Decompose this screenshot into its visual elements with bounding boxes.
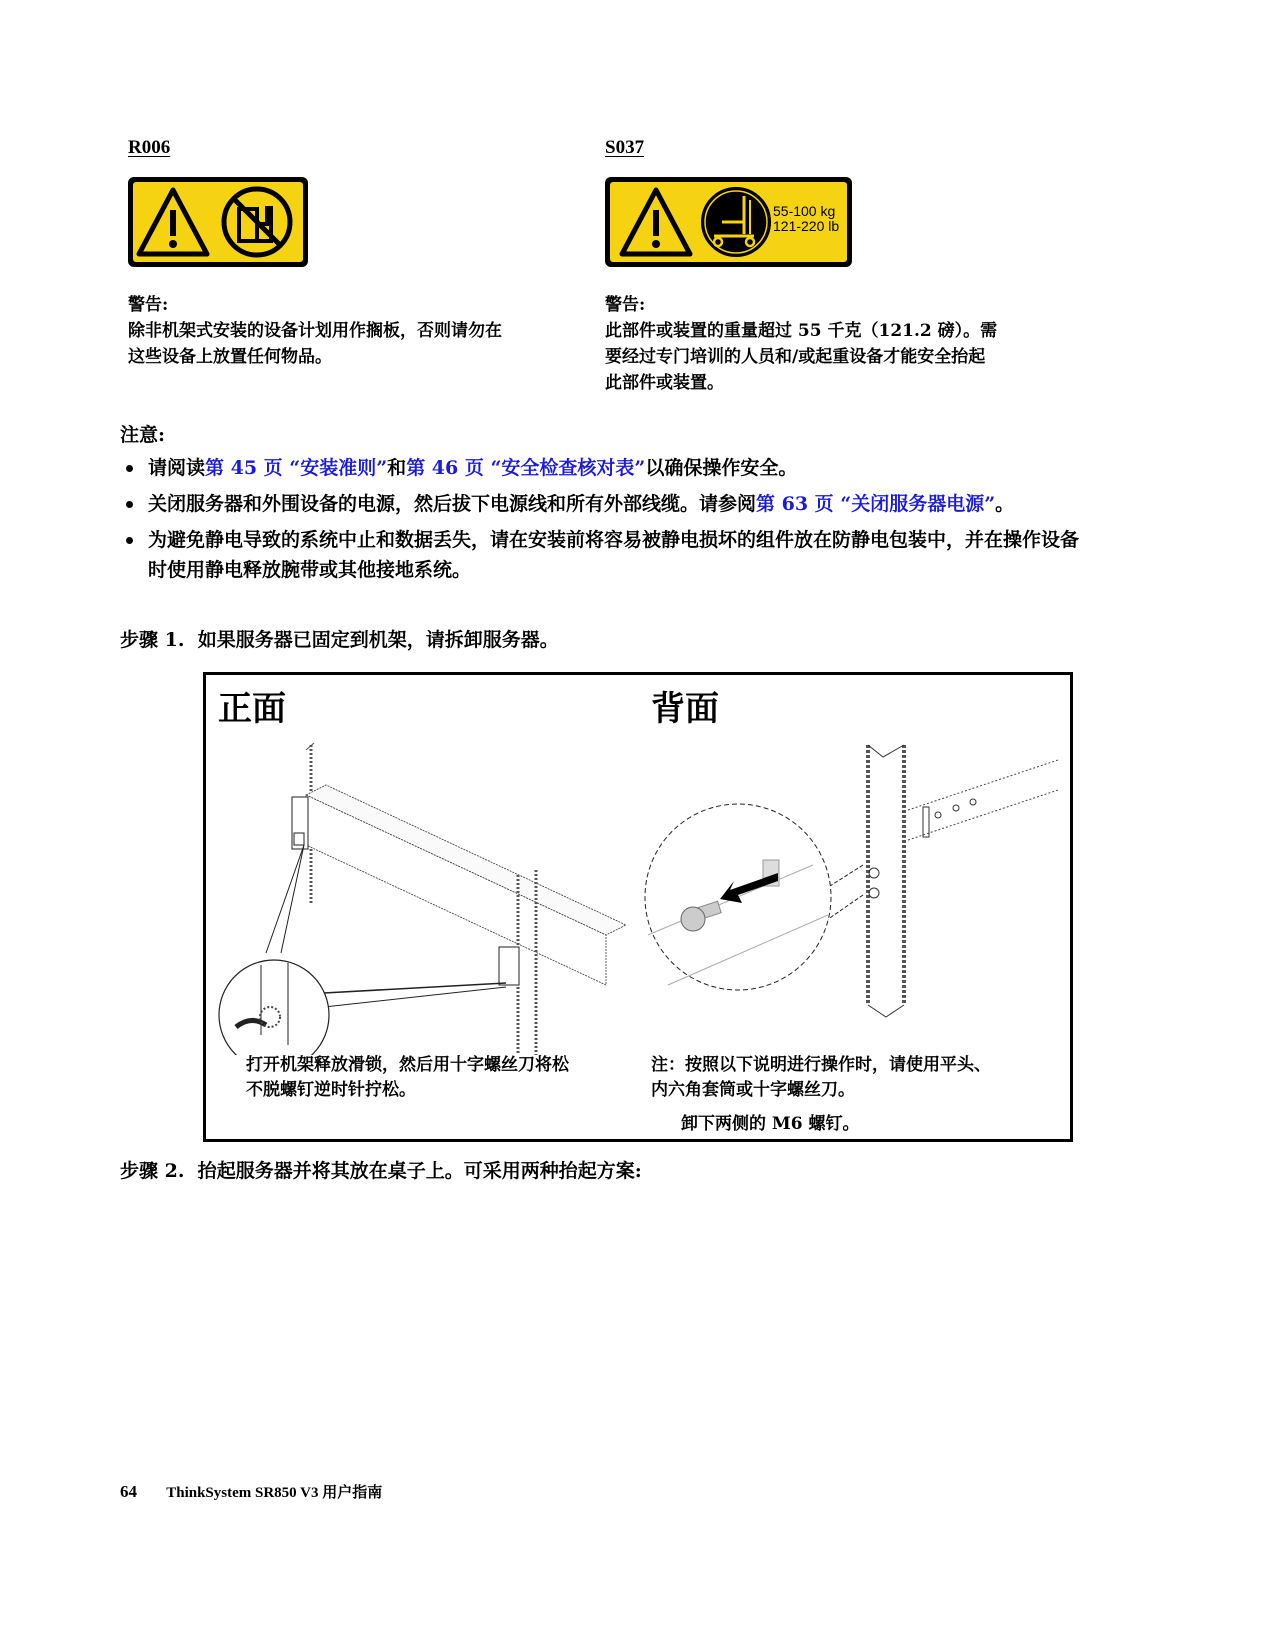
warning-line: 要经过专门培训的人员和/或起重设备才能安全抬起 xyxy=(605,347,986,367)
sign-weight-kg: 55-100 kg xyxy=(773,203,836,219)
text: 。 xyxy=(995,493,1015,515)
screw-icon xyxy=(681,907,705,931)
step-label: 步骤 2. xyxy=(120,1160,185,1182)
bullet-icon xyxy=(126,465,133,472)
removal-figure xyxy=(203,672,1073,1142)
caption-line: 内六角套筒或十字螺丝刀。 xyxy=(651,1080,855,1100)
safety-sign-r006 xyxy=(128,177,308,267)
warning-line: 此部件或装置的重量超过 55 千克（121.2 磅）。需 xyxy=(605,321,998,341)
warning-triangle-icon xyxy=(139,190,207,254)
caption-line: 打开机架释放滑锁，然后用十字螺丝刀将松 xyxy=(246,1055,569,1075)
text: 和 xyxy=(387,457,407,479)
text: 关闭服务器和外围设备的电源，然后拔下电源线和所有外部线缆。请参阅 xyxy=(148,493,757,515)
step-1 xyxy=(120,625,559,652)
link-install-guidelines[interactable]: 第 45 页 “安装准则” xyxy=(205,457,388,479)
link-safety-checklist[interactable]: 第 46 页 “安全检查核对表” xyxy=(406,457,646,479)
front-rack-illustration xyxy=(206,735,636,1055)
list-item xyxy=(120,489,1080,519)
attention-list xyxy=(120,453,1080,591)
caption-line: 不脱螺钉逆时针拧松。 xyxy=(246,1080,416,1100)
front-heading: 正面 xyxy=(218,689,286,729)
text: 为避免静电导致的系统中止和数据丢失，请在安装前将容易被静电损坏的组件放在防静电包装中，并在操作设备时使用静电释放腕带或其他接地系统。 xyxy=(148,529,1080,581)
front-caption xyxy=(246,1053,646,1103)
attention-title: 注意: xyxy=(120,424,166,446)
warning-triangle-icon xyxy=(622,190,690,254)
warning-title: 警告: xyxy=(128,295,169,315)
bullet-icon xyxy=(126,501,133,508)
rear-caption xyxy=(651,1053,1071,1103)
warning-line: 此部件或装置。 xyxy=(605,373,724,393)
safety-sign-s037 xyxy=(605,177,852,267)
warning-title: 警告: xyxy=(605,295,646,315)
no-objects-on-top-icon xyxy=(224,189,290,255)
step-text: 抬起服务器并将其放在桌子上。可采用两种抬起方案: xyxy=(197,1160,642,1182)
text: 请阅读 xyxy=(148,457,206,479)
list-item xyxy=(120,525,1080,585)
label-id-r006: R006 xyxy=(128,137,171,158)
bullet-icon xyxy=(126,537,133,544)
warning-block-r006 xyxy=(128,292,598,370)
text: 以确保操作安全。 xyxy=(645,457,798,479)
rear-heading: 背面 xyxy=(651,689,719,729)
warning-block-s037 xyxy=(605,292,1075,396)
page-number: 64 xyxy=(120,1482,137,1501)
link-power-off-server[interactable]: 第 63 页 “关闭服务器电源” xyxy=(756,493,996,515)
rear-sub-caption: 卸下两侧的 M6 螺钉。 xyxy=(681,1114,860,1134)
step-2 xyxy=(120,1156,642,1183)
rear-rack-illustration xyxy=(638,735,1068,1055)
document-title: ThinkSystem SR850 V3 用户指南 xyxy=(166,1485,383,1501)
warning-line: 除非机架式安装的设备计划用作搁板，否则请勿在 xyxy=(128,321,502,341)
caption-line: 注：按照以下说明进行操作时，请使用平头、 xyxy=(651,1055,991,1075)
label-id-s037: S037 xyxy=(605,137,645,158)
warning-line: 这些设备上放置任何物品。 xyxy=(128,347,332,367)
page-footer xyxy=(120,1481,382,1502)
list-item xyxy=(120,453,1080,483)
step-label: 步骤 1. xyxy=(120,629,185,651)
sign-weight-lb: 121-220 lb xyxy=(773,218,840,234)
step-text: 如果服务器已固定到机架，请拆卸服务器。 xyxy=(197,629,559,651)
lift-tool-icon xyxy=(702,188,770,256)
